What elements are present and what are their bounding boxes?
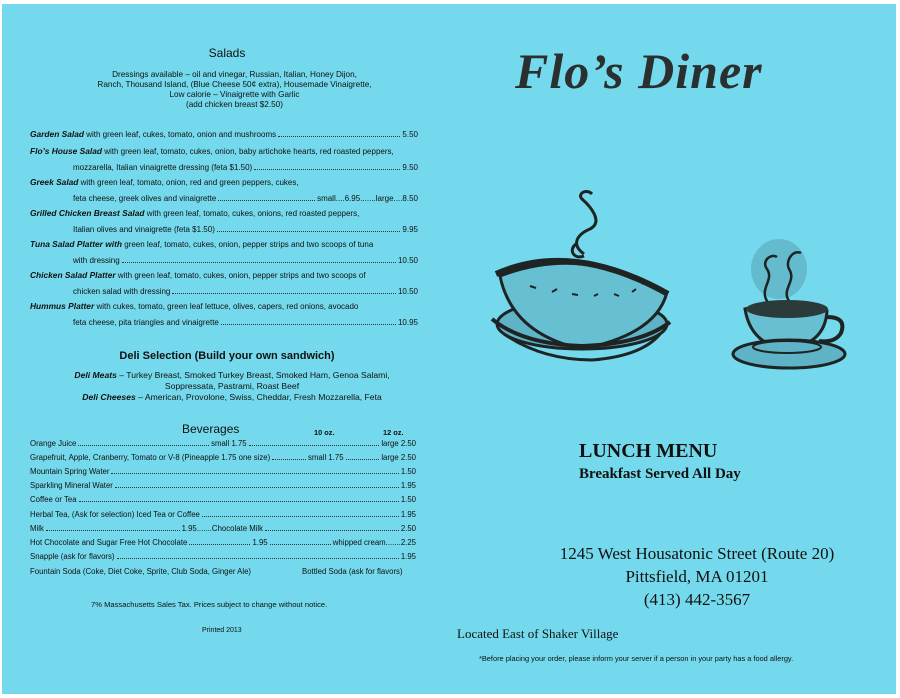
dressings-note	[92, 70, 377, 110]
salad-desc: with green leaf, tomato, cukes, onion, pepper strips and two scoops of	[115, 271, 366, 280]
bev-mid: 1.95.......Chocolate Milk	[181, 524, 264, 533]
bev-desc: Herbal Tea, (Ask for selection) Iced Tea or Coffee	[30, 510, 200, 519]
salad-name: Greek Salad	[30, 177, 79, 187]
bev-col-12oz: 12 oz.	[383, 428, 404, 437]
salad-desc: green leaf, tomato, cukes, onion, pepper strips and two scoops of tuna	[122, 240, 374, 249]
bev-price: 1.95	[400, 481, 416, 490]
salad-item-house	[30, 146, 418, 173]
beverage-row	[30, 510, 416, 520]
salad-price: 5.50	[402, 130, 418, 139]
salad-desc: with green leaf, tomato, onion, red and green peppers, cukes,	[78, 178, 299, 187]
salad-desc: with green leaf, tomato, cukes, onion, baby artichoke hearts, red roasted peppers,	[102, 147, 394, 156]
beverage-row	[30, 453, 416, 463]
beverage-row	[30, 481, 416, 491]
allergy-note: *Before placing your order, please inform your server if a person in your party has a food allergy.	[479, 654, 794, 663]
salad-item-tuna	[30, 239, 418, 266]
salad-desc-2: chicken salad with dressing	[73, 287, 171, 296]
salads-heading: Salads	[208, 46, 246, 60]
bev-price: 1.50	[400, 495, 416, 504]
beverage-row	[30, 524, 416, 534]
salad-name: Chicken Salad Platter	[30, 270, 116, 280]
salad-price: small....6.95.......large....8.50	[317, 194, 418, 203]
bev-price: large 2.50	[381, 439, 417, 448]
salad-name: Flo’s House Salad	[30, 146, 102, 156]
salad-desc-2: feta cheese, greek olives and vinaigrette	[73, 194, 217, 203]
salad-price: 10.50	[397, 256, 418, 265]
salad-item-grilled-chicken	[30, 208, 418, 235]
location-note: Located East of Shaker Village	[457, 626, 619, 641]
bev-price: 2.50	[400, 524, 416, 533]
salad-name: Tuna Salad Platter with	[30, 239, 122, 249]
bev-fountain: Fountain Soda (Coke, Diet Coke, Sprite, Club Soda, Ginger Ale)	[30, 567, 252, 576]
salad-price: 10.50	[397, 287, 418, 296]
bev-col-10oz: 10 oz.	[314, 428, 335, 437]
salad-desc: with green leaf, cukes, tomato, onion and mushrooms	[84, 130, 277, 139]
salad-name: Grilled Chicken Breast Salad	[30, 208, 145, 218]
deli-meats-text: – Turkey Breast, Smoked Turkey Breast, Smoked Ham, Genoa Salami,	[116, 370, 390, 380]
address-line-1: 1245 West Housatonic Street (Route 20)	[559, 544, 835, 563]
lunch-menu-title: LUNCH MENU	[579, 440, 718, 462]
coffee-cup-illustration	[727, 229, 857, 374]
dressing-line: Ranch, Thousand Island, (Blue Cheese 50¢ extra), Housemade Vinaigrette,	[97, 80, 372, 89]
soup-bowl-illustration	[482, 184, 682, 374]
salad-price: 10.95	[397, 318, 418, 327]
salad-price: 9.95	[402, 225, 418, 234]
salad-name: Garden Salad	[30, 129, 84, 139]
bev-desc: Grapefruit, Apple, Cranberry, Tomato or V-8 (Pineapple 1.75 one size)	[30, 453, 271, 462]
bev-desc: Sparkling Mineral Water	[30, 481, 113, 490]
beverage-row	[30, 538, 416, 548]
dressing-line: (add chicken breast $2.50)	[186, 100, 283, 109]
bev-price: large 2.50	[381, 453, 417, 462]
bev-desc: Snapple (ask for flavors)	[30, 552, 115, 561]
beverages-heading: Beverages	[182, 422, 240, 436]
menu-page	[2, 4, 896, 694]
deli-heading: Deli Selection (Build your own sandwich)	[119, 350, 335, 362]
bev-desc: Hot Chocolate and Sugar Free Hot Chocolate	[30, 538, 188, 547]
salad-desc-2: Italian olives and vinaigrette (feta $1.50)	[73, 225, 215, 234]
bev-mid: small 1.75	[211, 439, 247, 448]
salad-name: Hummus Platter	[30, 301, 95, 311]
salad-item-chicken	[30, 270, 418, 297]
bev-price: 1.95	[400, 510, 416, 519]
dressing-line: Dressings available – oil and vinegar, Russian, Italian, Honey Dijon,	[112, 70, 357, 79]
deli-cheeses-text: – American, Provolone, Swiss, Cheddar, Fresh Mozzarella, Feta	[135, 392, 382, 402]
bev-desc: Coffee or Tea	[30, 495, 77, 504]
steam-swirl	[577, 191, 596, 254]
printed-note: Printed 2013	[202, 627, 242, 634]
bev-desc: Mountain Spring Water	[30, 467, 110, 476]
deli-meats-text-2: Soppressata, Pastrami, Roast Beef	[164, 381, 300, 391]
bev-desc: Milk	[30, 524, 44, 533]
bev-mid: 1.95	[252, 538, 268, 547]
bev-price: whipped cream.......2.25	[332, 538, 417, 547]
tax-note: 7% Massachusetts Sales Tax. Prices subject to change without notice.	[91, 600, 328, 609]
salad-price: 9.50	[402, 163, 418, 172]
bev-desc: Orange Juice	[30, 439, 77, 448]
salad-item-hummus	[30, 301, 418, 328]
beverage-row	[30, 467, 416, 477]
salad-desc: with green leaf, tomato, cukes, onions, red roasted peppers,	[144, 209, 360, 218]
address-line-2: Pittsfield, MA 01201	[625, 567, 769, 586]
salad-desc-2: feta cheese, pita triangles and vinaigrette	[73, 318, 219, 327]
beverage-row	[30, 439, 416, 449]
deli-cheeses-label: Deli Cheeses	[82, 392, 136, 402]
salad-desc: with cukes, tomato, green leaf lettuce, olives, capers, red onions, avocado	[94, 302, 359, 311]
bev-price: 1.95	[400, 552, 416, 561]
beverage-row-fountain	[30, 567, 416, 577]
salad-item-greek	[30, 177, 418, 204]
menu-inside-panel	[2, 4, 452, 694]
bev-mid: small 1.75	[308, 453, 344, 462]
phone-number: (413) 442-3567	[643, 590, 751, 609]
salad-item-garden	[30, 129, 418, 140]
deli-meats-label: Deli Meats	[74, 370, 117, 380]
beverage-row	[30, 552, 416, 562]
restaurant-title: Flo’s Diner	[515, 43, 763, 99]
deli-meats	[42, 370, 422, 403]
breakfast-note: Breakfast Served All Day	[579, 466, 741, 482]
bev-bottled: Bottled Soda (ask for flavors)	[302, 567, 403, 576]
salad-desc-2: mozzarella, Italian vinaigrette dressing (feta $1.50)	[73, 163, 253, 172]
beverage-row	[30, 495, 416, 505]
salad-desc-2: with dressing	[73, 256, 120, 265]
bev-price: 1.50	[400, 467, 416, 476]
dressing-line: Low calorie – Vinaigrette with Garlic	[169, 90, 300, 99]
